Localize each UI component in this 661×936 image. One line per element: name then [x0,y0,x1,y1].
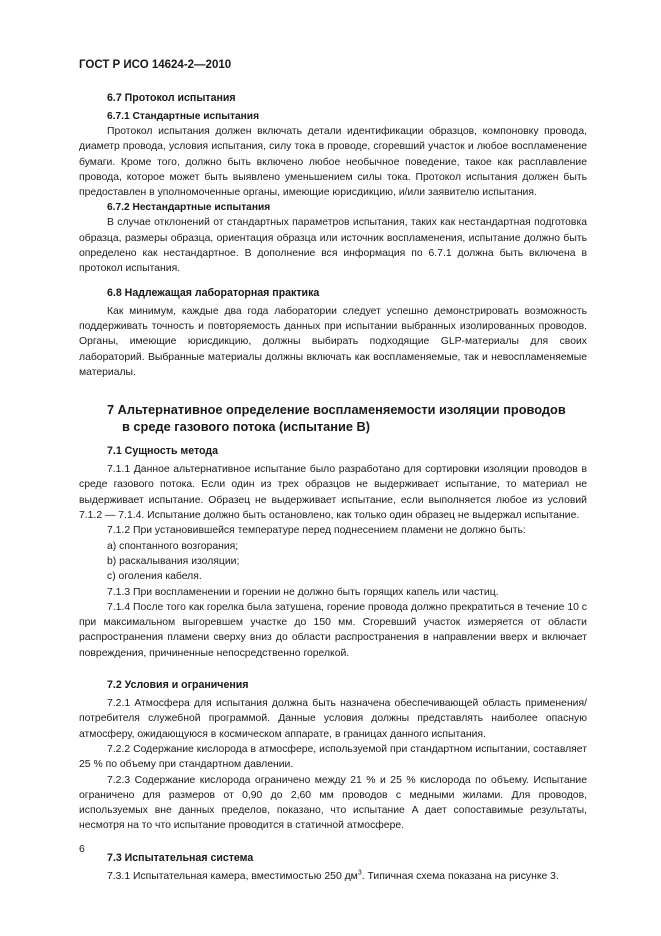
section-6-7-1-title: 6.7.1 Стандартные испытания [107,111,260,122]
list-7-1-2 [79,539,587,585]
list-item: b) раскалывания изоляции; [107,555,240,567]
list-item: c) оголения кабеля. [107,571,202,583]
list-item: a) спонтанного возгорания; [107,540,239,552]
section-6-7-2-text: В случае отклонений от стандартных параметров испытания, таких как нестандартная подготовка образца, размеры образца, ориентация образца или источник воспламенения, испытание должно быть определено как нестандартное. В дополнение вся информация по 6.7.1 должна быть включена в протокол испытания. [79,217,587,275]
para-7-2-3: 7.2.3 Содержание кислорода ограничено между 21 % и 25 % кислорода по объему. Испытание ограничено для размеров от 0,90 до 2,60 мм проводов с медными жилами. Для проводов, используемых вне данных пределов, показано, что испытание A дает сопоставимые результаты, несмотря на то что испытание проводится в статичной атмосфере. [79,774,587,832]
document-body [79,91,587,884]
section-7-3-title: 7.3 Испытательная система [107,851,254,864]
para-7-1-4: 7.1.4 После того как горелка была затушена, горение провода должно прекратиться в течение 10 с при максимальном выгоревшем участке до 150 мм. Сгоревший участок измеряется от области распространения пламени сверху вниз до области распространения в направлении вверх и включает повреждения, причиненные непосредственно горелкой. [79,601,587,659]
page-number: 6 [79,844,85,855]
para-7-1-2: 7.1.2 При установившейся температуре перед поднесением пламени не должно быть: [107,525,526,537]
section-6-7-2-title: 6.7.2 Нестандартные испытания [107,202,271,214]
para-7-1-1: 7.1.1 Данное альтернативное испытание было разработано для сортировки изоляции проводов в среде газового потока. Если один из трех образцов не выдерживает испытание, то материал не выдерживает испытание. Образец не выдерживает испытание, если выполняется любое из условий 7.1.2 — 7.1.4. Испытание должно быть остановлено, как только один образец не выдержал испытание. [79,464,587,522]
section-7-title-line2: в среде газового потока (испытание B) [122,419,371,435]
superscript-3: 3 [357,869,362,877]
para-7-3-1-text-end: . Типичная схема показана на рисунке 3. [361,870,559,882]
section-7-title-line1: 7 Альтернативное определение воспламеняемости изоляции проводов [107,402,566,418]
section-7-title [79,401,587,435]
document-header: ГОСТ Р ИСО 14624-2—2010 [79,59,232,71]
section-7-2-title: 7.2 Условия и ограничения [107,679,249,692]
para-7-2-2: 7.2.2 Содержание кислорода в атмосфере, используемой при стандартном испытании, составляет 25 % по объему при стандартном давлении. [79,743,587,771]
section-6-8-text: Как минимум, каждые два года лаборатории следует успешно демонстрировать возможность поддерживать точность и повторяемость данных при испытании выбранных изолированных проводов. Органы, имеющие юрисдикцию, должны выбирать подходящие GLP-материалы для своих лабораторий. Выбранные материалы должны включать как воспламеняемые, так и невоспламеняемые материалы. [79,305,587,378]
para-7-2-1: 7.2.1 Атмосфера для испытания должна быть назначена обеспечивающей область применения/потребителя служебной программой. Данные условия должны представлять наиболее опасную атмосферу, ожидающуюся в космическом аппарате, в границах данного испытания. [79,698,587,740]
para-7-1-3: 7.1.3 При воспламенении и горении не должно быть горящих капель или частиц. [107,586,499,598]
para-7-3-1-text: 7.3.1 Испытательная камера, вместимостью 250 дм [107,870,358,882]
section-6-7-title: 6.7 Протокол испытания [107,92,236,104]
section-7-1-title: 7.1 Сущность метода [107,445,219,458]
para-7-3-1 [79,869,587,884]
section-6-7-1-text: Протокол испытания должен включать детали идентификации образцов, компоновку провода, диаметр провода, условия испытания, силу тока в проводе, сгоревший участок и любое воспламенение бумаги. Кроме того, должно быть включено любое необычное поведение, такое как расплавление провода, которое может быть выявлено уменьшением силы тока. Протокол испытания должен быть предоставлен в уполномоченные органы, имеющие юрисдикцию, и/или заявителю испытания. [79,126,587,199]
section-6-8-title: 6.8 Надлежащая лабораторная практика [107,286,320,299]
